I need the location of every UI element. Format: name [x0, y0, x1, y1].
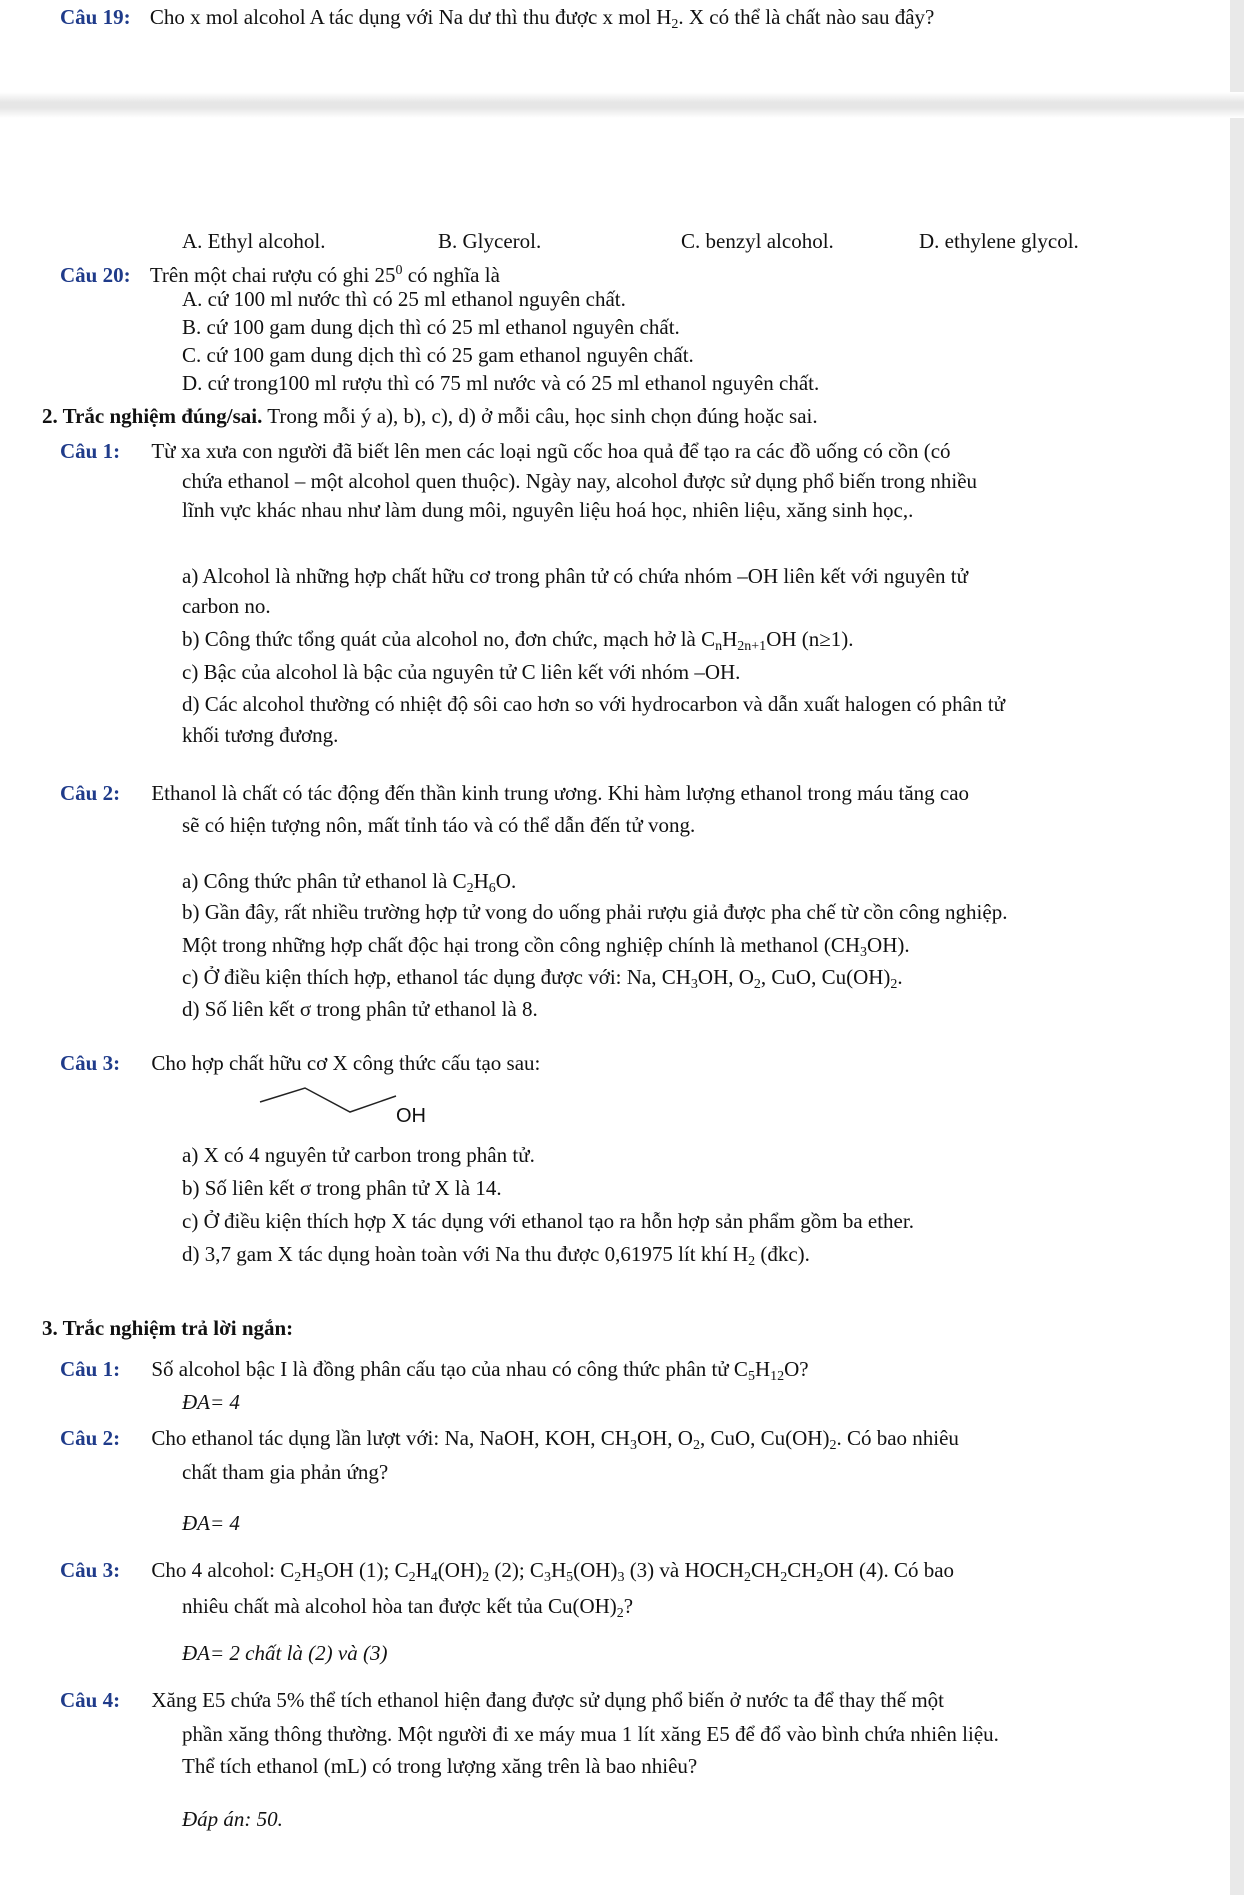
q19-option-d: D. ethylene glycol.: [919, 229, 1079, 253]
s3q2-line1: Câu 2: Cho ethanol tác dụng lần lượt với: Na, NaOH, KOH, $CH_3OH$, $O_2$, CuO, $Cu(OH)_2$. Có bao nhiêu: [60, 1426, 959, 1453]
scroll-edge: [1230, 0, 1244, 1895]
s2q2-line2: sẽ có hiện tượng nôn, mất tỉnh táo và có thể dẫn đến tử vong.: [182, 813, 696, 837]
s2q1-c: c) Bậc của alcohol là bậc của nguyên tử C liên kết với nhóm –OH.: [182, 660, 741, 684]
carbon-chain: [260, 1088, 396, 1112]
s3q4-answer: Đáp án: 50.: [182, 1807, 283, 1831]
s2q2-c: c) Ở điều kiện thích hợp, ethanol tác dụng được với: Na, $CH_3OH$, $O_2$, CuO, $Cu(OH)_2$.: [182, 965, 903, 992]
s2q1-line3: lĩnh vực khác nhau như làm dung môi, nguyên liệu hoá học, nhiên liệu, xăng sinh học,.: [182, 498, 914, 522]
q20-option-d: D. cứ trong100 ml rượu thì có 75 ml nước và có 25 ml ethanol nguyên chất.: [182, 371, 820, 395]
s2q1-d-line2: khối tương đương.: [182, 723, 339, 747]
s2q2-b-line1: b) Gần đây, rất nhiều trường hợp tử vong do uống phải rượu giả được pha chế từ cồn công nghiệp.: [182, 900, 1008, 924]
s3q4-line2: phần xăng thông thường. Một người đi xe máy mua 1 lít xăng E5 để đổ vào bình chứa nhiên liệu.: [182, 1722, 999, 1746]
s2q3-b: b) Số liên kết σ trong phân tử X là 14.: [182, 1176, 502, 1200]
s2q3-a: a) X có 4 nguyên tử carbon trong phân tử.: [182, 1143, 535, 1167]
q19-stem: Câu 19: Cho x mol alcohol A tác dụng với Na dư thì thu được x mol $H_2$. X có thể là chất nào sau đây?: [60, 5, 935, 32]
hydroxyl-label: OH: [396, 1105, 426, 1127]
s2q2-line1: Câu 2: Ethanol là chất có tác động đến thần kinh trung ương. Khi hàm lượng ethanol trong máu tăng cao: [60, 781, 970, 805]
s2q1-a-line2: carbon no.: [182, 594, 271, 618]
s3q3-line1: Câu 3: Cho 4 alcohol: $C_2H_5OH$ (1); $C_2H_4(OH)_2$ (2); $C_3H_5(OH)_3$ (3) và $HOCH_2CH_2CH_2OH$ (4). Có bao: [60, 1558, 955, 1585]
q19-option-a: A. Ethyl alcohol.: [182, 229, 326, 253]
s3q3-answer: ĐA= 2 chất là (2) và (3): [182, 1641, 388, 1665]
section3-heading: 3. Trắc nghiệm trả lời ngắn:: [42, 1316, 294, 1340]
s3q2-line2: chất tham gia phản ứng?: [182, 1460, 389, 1484]
q19-label: Câu 19:: [60, 5, 131, 29]
s3q1-answer: ĐA= 4: [182, 1390, 240, 1414]
q20-option-c: C. cứ 100 gam dung dịch thì có 25 gam ethanol nguyên chất.: [182, 343, 694, 367]
s2q2-b-line2: Một trong những hợp chất độc hại trong cồn công nghiệp chính là methanol $(CH_3OH)$.: [182, 933, 910, 960]
s2q1-b: b) Công thức tổng quát của alcohol no, đơn chức, mạch hở là $C_nH_{2n+1}OH$ (n≥1).: [182, 627, 854, 654]
skeletal-formula-diagram: [258, 1086, 418, 1126]
q19-option-c: C. benzyl alcohol.: [681, 229, 834, 253]
s2q3-c: c) Ở điều kiện thích hợp X tác dụng với ethanol tạo ra hỗn hợp sản phẩm gồm ba ether.: [182, 1209, 914, 1233]
q20-option-b: B. cứ 100 gam dung dịch thì có 25 ml ethanol nguyên chất.: [182, 315, 680, 339]
s2q3-d: d) 3,7 gam X tác dụng hoàn toàn với Na thu được 0,61975 lít khí $H_2$ (đkc).: [182, 1242, 810, 1269]
s2q1-line2: chứa ethanol – một alcohol quen thuộc). Ngày nay, alcohol được sử dụng phổ biến trong nhiều: [182, 469, 978, 493]
s2q1-d-line1: d) Các alcohol thường có nhiệt độ sôi cao hơn so với hydrocarbon và dẫn xuất halogen có phân tử: [182, 692, 1005, 716]
s3q4-line3: Thể tích ethanol (mL) có trong lượng xăng trên là bao nhiêu?: [182, 1754, 698, 1778]
section2-heading: 2. Trắc nghiệm đúng/sai. Trong mỗi ý a), b), c), d) ở mỗi câu, học sinh chọn đúng hoặc sai.: [42, 404, 818, 428]
s3q1-stem: Câu 1: Số alcohol bậc I là đồng phân cấu tạo của nhau có công thức phân tử $C_5H_{12}O$?: [60, 1357, 809, 1384]
s3q4-line1: Câu 4: Xăng E5 chứa 5% thể tích ethanol hiện đang được sử dụng phổ biến ở nước ta để thay thế một: [60, 1688, 944, 1712]
q20-option-a: A. cứ 100 ml nước thì có 25 ml ethanol nguyên chất.: [182, 287, 626, 311]
s2q1-line1: Câu 1: Từ xa xưa con người đã biết lên men các loại ngũ cốc hoa quả để tạo ra các đồ uống có cồn (có: [60, 439, 951, 463]
s2q2-a: a) Công thức phân tử ethanol là $C_2H_6O$.: [182, 869, 517, 896]
page-break-gap: [0, 92, 1244, 118]
s3q2-answer: ĐA= 4: [182, 1511, 240, 1535]
s2q1-a-line1: a) Alcohol là những hợp chất hữu cơ trong phân tử có chứa nhóm –OH liên kết với nguyên tử: [182, 564, 968, 588]
q19-option-b: B. Glycerol.: [438, 229, 542, 253]
s2q2-d: d) Số liên kết σ trong phân tử ethanol là 8.: [182, 997, 538, 1021]
q20-stem: Câu 20: Trên một chai rượu có ghi $25^0$ có nghĩa là: [60, 263, 500, 287]
s2q3-stem: Câu 3: Cho hợp chất hữu cơ X công thức cấu tạo sau:: [60, 1051, 541, 1075]
s3q3-line2: nhiêu chất mà alcohol hòa tan được kết tủa $Cu(OH)_2$?: [182, 1594, 634, 1621]
